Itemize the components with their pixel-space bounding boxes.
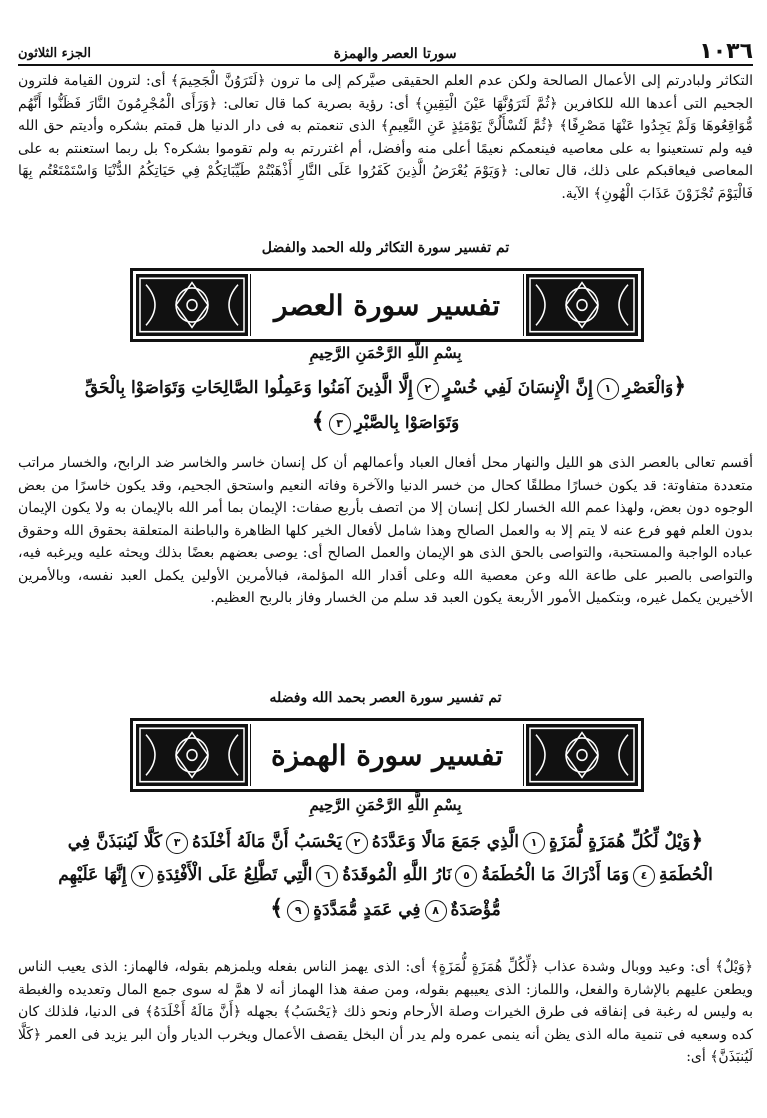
verse-number: ١ [597, 378, 619, 400]
humaza-basmala: بِسْمِ اللَّهِ الرَّحْمَنِ الرَّحِيمِ [309, 796, 462, 814]
verse-text: نَارُ اللَّهِ الْمُوقَدَةُ [342, 865, 452, 885]
verse-text: وَيْلٌ لِّكُلِّ هُمَزَةٍ لُّمَزَةٍ [548, 832, 691, 852]
banner-ornament-icon [136, 724, 248, 786]
verse-open-bracket-icon: ﴿ [673, 373, 687, 399]
verse-number: ٣ [166, 832, 188, 854]
verse-close-bracket-icon: ﴾ [311, 408, 325, 434]
verse-text: كَلَّا لَيُنبَذَنَّ فِي الْحُطَمَةِ [67, 832, 713, 885]
surah-humaza-title: تفسير سورة الهمزة [250, 724, 524, 786]
surah-asr-banner [130, 268, 644, 342]
verse-number: ١ [523, 832, 545, 854]
verse-number: ٥ [455, 865, 477, 887]
surah-humaza-banner [130, 718, 644, 792]
verse-close-bracket-icon: ﴾ [270, 895, 284, 921]
asr-basmala: بِسْمِ اللَّهِ الرَّحْمَنِ الرَّحِيمِ [309, 344, 462, 362]
asr-tafsir: أقسم تعالى بالعصر الذى هو الليل والنهار محل أفعال العباد وأعمالهم أن كل إنسان خاسر والخاسر ضد الرابح، والخسار مراتب متعددة متفاوتة: قد يكون خسارًا مطلقًا كحال من خسر الدنيا والآخرة وفاته النعيم واستحق الجحيم، وقد يكون خاسرًا من بعض الوجوه دون بعض، ولهذا عمم الله الخسار لكل إنسان إلا من اتصف بأربع صفات: الإيمان بما أمر الله بالإيمان به ولا يكون الإيمان بدون العلم فهو فرع عنه لا يتم إلا به والعمل الصالح وهذا شامل لأفعال الخير كلها الظاهرة والباطنة المتعلقة بحقوق الله وحقوق عباده الواجبة والمستحبة، والتواصى بالحق الذى هو الإيمان والعمل الصالح أى: يوصى بعضهم بعضًا بذلك ويحثه عليه ويرغبه فيه، والتواصى بالصبر على طاعة الله وعن معصية الله وعلى أقدار الله المؤلمة، فبالأمرين الأولين يكمل العبد نفسه، وبالأمرين الأخيرين يكمل غيره، وبتكميل الأمور الأربعة يكون العبد قد سلم من الخسار وفاز بالربح العظيم. [18, 455, 753, 606]
verse-text: إِلَّا الَّذِينَ آمَنُوا وَعَمِلُوا الصَّالِحَاتِ وَتَوَاصَوْا بِالْحَقِّ وَتَوَاصَوْا بِالصَّبْرِ [84, 378, 460, 433]
verse-number: ٢ [346, 832, 368, 854]
verse-text: فِي عَمَدٍ مُّمَدَّدَةٍ [313, 900, 421, 920]
banner-ornament-icon [526, 724, 638, 786]
mushaf-page [18, 0, 753, 1118]
takathur-tafsir-end: التكاثر ولبادرتم إلى الأعمال الصالحة ولكن عدم العلم الحقيقى صيَّركم إلى ما ترون ﴿لَتَرَوُنَّ الْجَحِيمَ﴾ أى: لترون القيامة فلترون الجحيم التى أعدها الله للكافرين ﴿ثُمَّ لَتَرَوُنَّهَا عَيْنَ الْيَقِينِ﴾ أى: رؤية بصرية كما قال تعالى: ﴿وَرَأَى الْمُجْرِمُونَ النَّارَ فَظَنُّوا أَنَّهُم مُّوَاقِعُوهَا وَلَمْ يَجِدُوا عَنْهَا مَصْرِفًا﴾ ﴿ثُمَّ لَتُسْأَلُنَّ يَوْمَئِذٍ عَنِ النَّعِيمِ﴾ الذى تنعمتم به فى دار الدنيا هل قمتم بشكره وأديتم حق الله فيه ولم تستعينوا به على معاصيه فينعمكم نعيمًا أعلى منه وأفضل، أم اغتررتم به ولم تقوموا بشكره؟ بل ربما استعنتم به على المعاصى فيعاقبكم على ذلك، قال تعالى: ﴿وَيَوْمَ يُعْرَضُ الَّذِينَ كَفَرُوا عَلَى النَّارِ أَذْهَبْتُمْ طَيِّبَاتِكُمْ فِي حَيَاتِكُمُ الدُّنْيَا وَاسْتَمْتَعْتُم بِهَا فَالْيَوْمَ تُجْزَوْنَ عَذَابَ الْهُونِ﴾ الآية. [18, 73, 753, 202]
verse-text: إِنَّهَا عَلَيْهِم مُّؤْصَدَةٌ [58, 865, 501, 920]
verse-text: إِنَّ الْإِنسَانَ لَفِي خُسْرٍ [442, 378, 593, 398]
verse-number: ٣ [329, 413, 351, 435]
verse-text: وَالْعَصْرِ [622, 378, 674, 398]
humaza-verses [58, 824, 713, 927]
surah-running-title: سورتا العصر والهمزة [333, 46, 457, 62]
surah-asr-title: تفسير سورة العصر [250, 274, 524, 336]
juz-label: الجزء الثلاثون [18, 46, 91, 61]
verse-open-bracket-icon: ﴿ [690, 827, 704, 853]
verse-number: ٧ [131, 865, 153, 887]
humaza-tafsir: ﴿وَيْلٌ﴾ أى: وعيد ووبال وشدة عذاب ﴿لِّكُلِّ هُمَزَةٍ لُّمَزَةٍ﴾ أى: الذى يهمز الناس بفعله ويلمزهم بقوله، فالهماز: الذى يعيب الناس ويطعن عليهم بالإشارة والفعل، واللماز: الذى يعيبهم بقوله، ومن صفة هذا الهماز أنه لا همَّ له سوى جمع المال وتعديده والغبطة به وليس له رغبة فى إنفاقه فى طرق الخيرات وصلة الأرحام ونحو ذلك ﴿يَحْسَبُ﴾ بجهله ﴿أَنَّ مَالَهُ أَخْلَدَهُ﴾ فى الدنيا، فلذلك كان كده وسعيه فى تنمية ماله الذى يظن أنه ينمى عمره ولم يدر أن البخل يقصف الأعمال ويخرب الديار وأن البر يزيد فى العمر ﴿كَلَّا لَيُنبَذَنَّ﴾ أى: [18, 959, 753, 1065]
verse-text: الَّذِي جَمَعَ مَالًا وَعَدَّدَهُ [371, 832, 519, 852]
verse-text: يَحْسَبُ أَنَّ مَالَهُ أَخْلَدَهُ [192, 832, 342, 852]
page-number: ١٠٣٦ [699, 39, 753, 64]
takathur-end-note: تم تفسير سورة التكاثر ولله الحمد والفضل [261, 240, 510, 256]
asr-end-note: تم تفسير سورة العصر بحمد الله وفضله [269, 690, 502, 706]
banner-ornament-icon [526, 274, 638, 336]
verse-number: ٦ [316, 865, 338, 887]
asr-verses [58, 370, 713, 440]
verse-number: ٢ [417, 378, 439, 400]
verse-number: ٩ [287, 900, 309, 922]
verse-number: ٨ [425, 900, 447, 922]
verse-text: الَّتِي تَطَّلِعُ عَلَى الْأَفْئِدَةِ [156, 865, 313, 885]
page-header [18, 38, 753, 66]
verse-text: وَمَا أَدْرَاكَ مَا الْحُطَمَةُ [481, 865, 630, 885]
verse-number: ٤ [633, 865, 655, 887]
banner-ornament-icon [136, 274, 248, 336]
